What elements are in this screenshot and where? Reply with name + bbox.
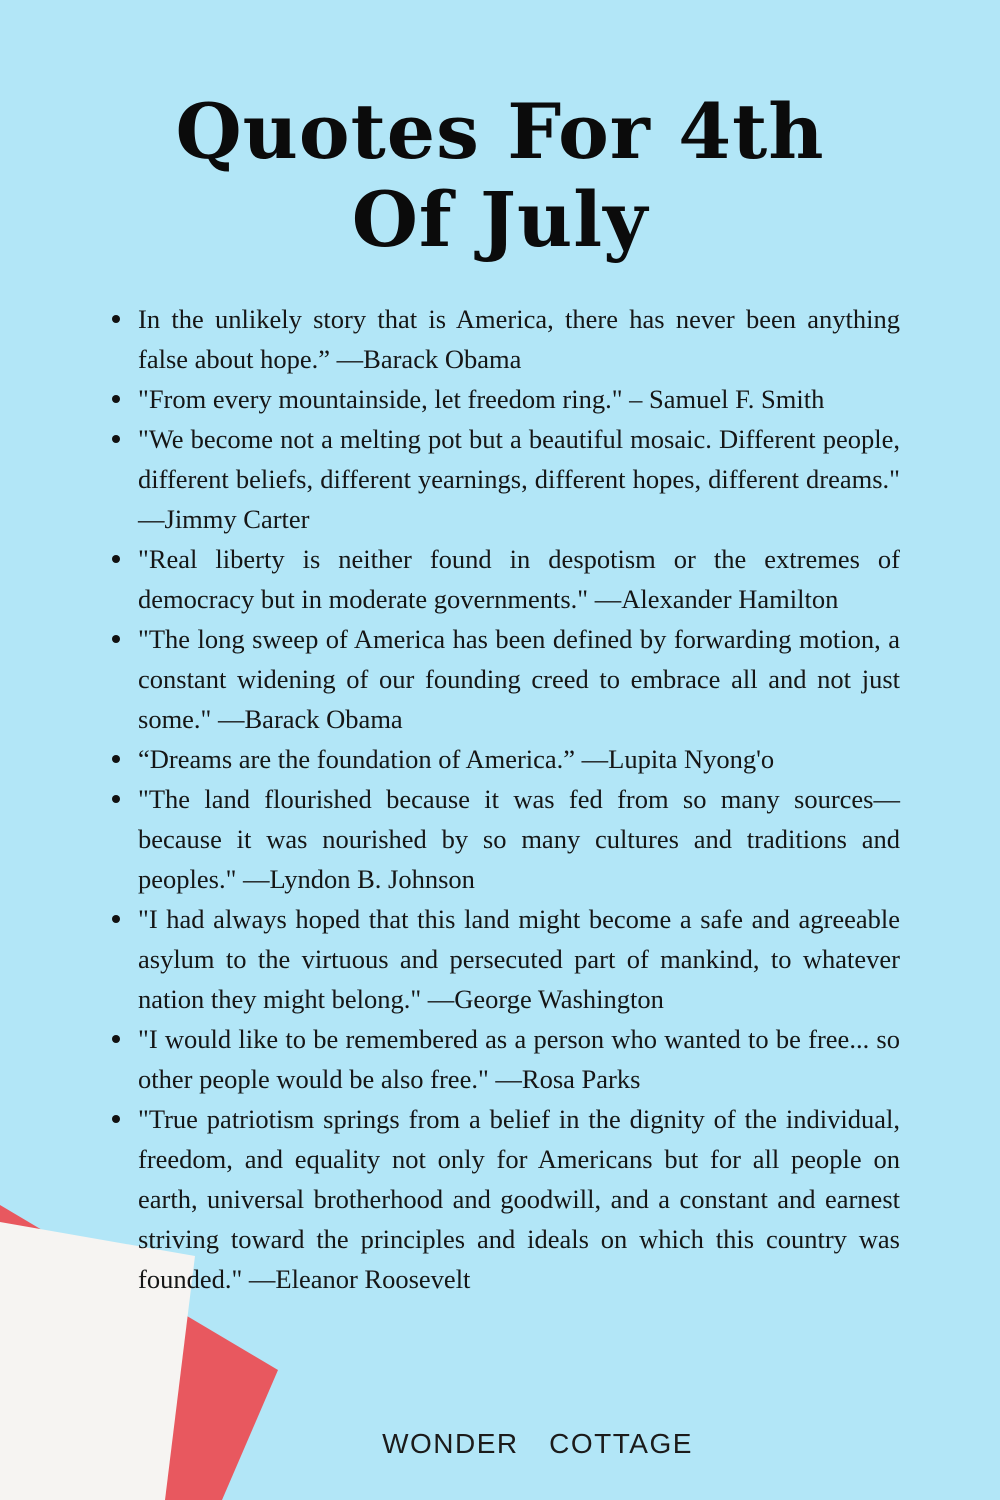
quote-item: "I would like to be remembered as a person who wanted to be free... so other people would be also free." —Rosa Parks xyxy=(138,1019,900,1099)
quote-item: "True patriotism springs from a belief in the dignity of the individual, freedom, and equality not only for Americans but for all people on earth, universal brotherhood and goodwill, and a constant and earnest striving toward the principles and ideals on which this country was founded." —Eleanor Roosevelt xyxy=(138,1099,900,1299)
quote-item: “Dreams are the foundation of America.” —Lupita Nyong'o xyxy=(138,739,900,779)
page-title xyxy=(0,88,1000,264)
quote-item: "From every mountainside, let freedom ring." – Samuel F. Smith xyxy=(138,379,900,419)
title-line-2: Of July xyxy=(351,175,649,264)
quote-item: "The long sweep of America has been defined by forwarding motion, a constant widening of our founding creed to embrace all and not just some." —Barack Obama xyxy=(138,619,900,739)
quote-item: "We become not a melting pot but a beautiful mosaic. Different people, different beliefs, different yearnings, different hopes, different dreams." —Jimmy Carter xyxy=(138,419,900,539)
title-line-1: Quotes For 4th xyxy=(175,87,825,176)
quote-item: "The land flourished because it was fed from so many sources—because it was nourished by so many cultures and traditions and peoples." —Lyndon B. Johnson xyxy=(138,779,900,899)
brand-wordmark: WONDER COTTAGE xyxy=(382,1428,693,1459)
quote-item: In the unlikely story that is America, there has never been anything false about hope.” —Barack Obama xyxy=(138,299,900,379)
quote-item: "Real liberty is neither found in despotism or the extremes of democracy but in moderate governments." —Alexander Hamilton xyxy=(138,539,900,619)
quote-item: "I had always hoped that this land might become a safe and agreeable asylum to the virtuous and persecuted part of mankind, to whatever nation they might belong." —George Washington xyxy=(138,899,900,1019)
quote-list xyxy=(138,299,900,1299)
